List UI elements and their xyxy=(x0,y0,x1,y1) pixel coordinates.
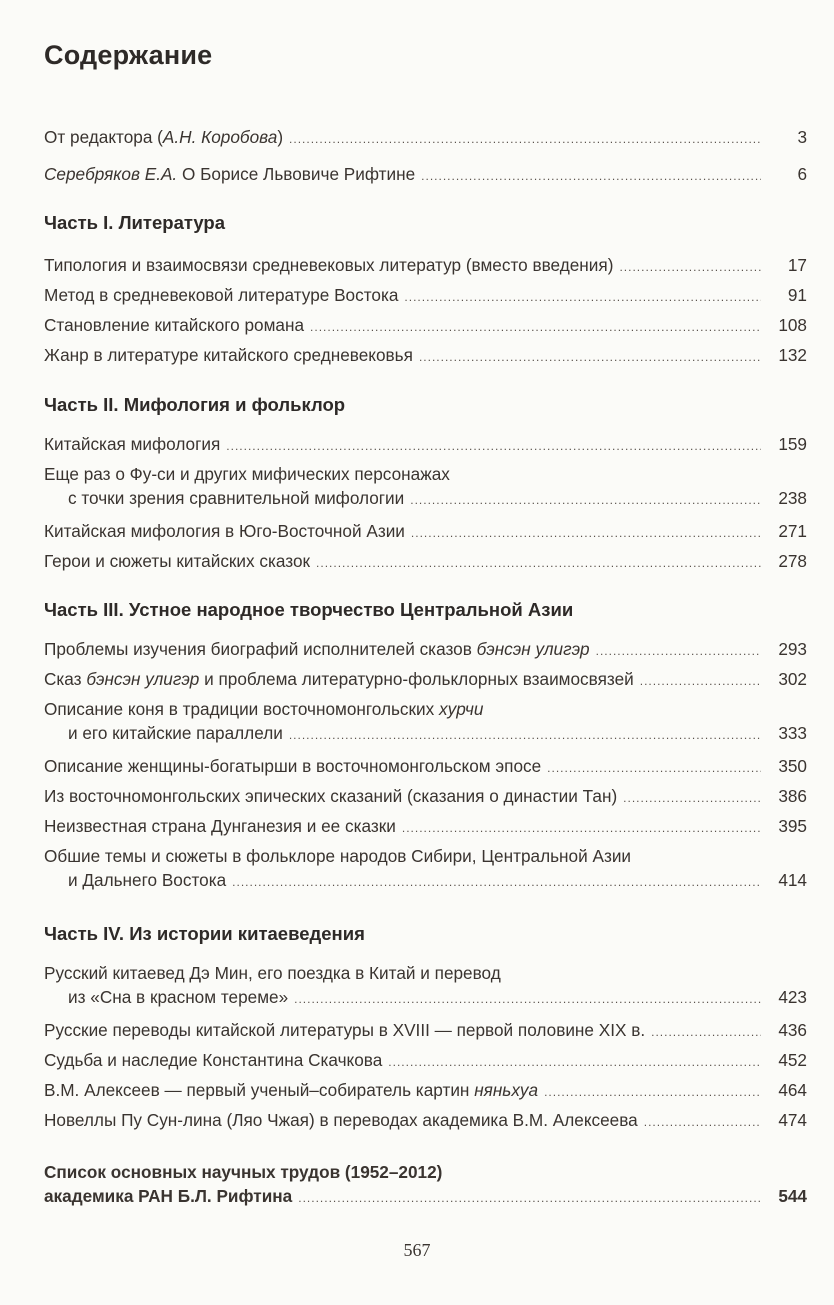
page-ref: 91 xyxy=(787,285,807,305)
toc-entry[interactable] xyxy=(44,162,807,188)
entry-title-line1: Обшие темы и сюжеты в фольклоре народов Сибири, Центральной Азии xyxy=(44,846,632,866)
toc-entry[interactable] xyxy=(44,549,807,575)
page-ref: 414 xyxy=(778,870,807,890)
leader-dots xyxy=(544,1078,761,1104)
toc-entry[interactable] xyxy=(44,784,807,810)
entry-title: Китайская мифология xyxy=(44,434,221,454)
leader-dots xyxy=(547,754,761,780)
entry-title-line1: Описание коня в традиции восточномонгольских хурчи xyxy=(44,699,484,719)
page-ref: 333 xyxy=(778,723,807,743)
page-ref: 386 xyxy=(778,786,807,806)
leader-dots xyxy=(651,1018,761,1044)
leader-dots xyxy=(619,253,761,279)
entry-title: От редактора (А.Н. Коробова) xyxy=(44,127,284,147)
entry-title: Неизвестная страна Дунганезия и ее сказки xyxy=(44,816,396,836)
leader-dots xyxy=(644,1108,761,1134)
toc-entry[interactable] xyxy=(44,1078,807,1104)
entry-title-line1: Список основных научных трудов (1952–2012) xyxy=(44,1162,443,1182)
entry-title: академика РАН Б.Л. Рифтина xyxy=(44,1186,293,1206)
toc-entry[interactable] xyxy=(44,283,807,309)
leader-dots xyxy=(294,985,761,1011)
leader-dots xyxy=(226,432,761,458)
toc-entry[interactable] xyxy=(44,1048,807,1074)
entry-title: В.М. Алексеев — первый ученый–собиратель картин няньхуа xyxy=(44,1080,539,1100)
leader-dots xyxy=(289,125,761,151)
toc-entry[interactable] xyxy=(44,253,807,279)
leader-dots xyxy=(402,814,761,840)
entry-title: Метод в средневековой литературе Востока xyxy=(44,285,399,305)
toc-entry[interactable] xyxy=(44,343,807,369)
page-ref: 423 xyxy=(778,987,807,1007)
entry-title-line1: Еще раз о Фу-си и других мифических персонажах xyxy=(44,464,450,484)
page-ref: 6 xyxy=(797,164,807,184)
toc-entry[interactable] xyxy=(44,1018,807,1044)
entry-title: Герои и сюжеты китайских сказок xyxy=(44,551,311,571)
page-number: 567 xyxy=(403,1240,431,1260)
entry-title: Новеллы Пу Сун-лина (Ляо Чжая) в переводах академика В.М. Алексеева xyxy=(44,1110,638,1130)
entry-title: Русские переводы китайской литературы в XVIII — первой половине XIX в. xyxy=(44,1020,646,1040)
entry-title: Китайская мифология в Юго-Восточной Азии xyxy=(44,521,405,541)
page-ref: 271 xyxy=(778,521,807,541)
page-ref: 474 xyxy=(778,1110,807,1130)
page-ref: 159 xyxy=(778,434,807,454)
section-heading: Часть IV. Из истории китаеведения xyxy=(44,923,365,944)
entry-title: Серебряков Е.А. О Борисе Львовиче Рифтине xyxy=(44,164,416,184)
page-ref: 132 xyxy=(778,345,807,365)
page-ref: 350 xyxy=(778,756,807,776)
page-title: Содержание xyxy=(44,40,213,70)
section-heading: Часть III. Устное народное творчество Центральной Азии xyxy=(44,599,574,620)
page-ref: 544 xyxy=(778,1186,807,1206)
leader-dots xyxy=(316,549,761,575)
entry-title-line1: Русский китаевед Дэ Мин, его поездка в Китай и перевод xyxy=(44,963,501,983)
page-ref: 293 xyxy=(778,639,807,659)
toc-entry[interactable] xyxy=(44,1108,807,1134)
toc-entry[interactable] xyxy=(44,697,807,747)
leader-dots xyxy=(596,637,761,663)
page-ref: 436 xyxy=(778,1020,807,1040)
toc-entry[interactable] xyxy=(44,754,807,780)
toc-entry-bibliography[interactable] xyxy=(44,1160,807,1210)
leader-dots xyxy=(410,486,761,512)
entry-title: Типология и взаимосвязи средневековых литератур (вместо введения) xyxy=(44,255,614,275)
entry-title: Проблемы изучения биографий исполнителей сказов бэнсэн улигэр xyxy=(44,639,590,659)
leader-dots xyxy=(388,1048,761,1074)
section-heading: Часть II. Мифология и фольклор xyxy=(44,394,346,415)
entry-title: Описание женщины-богатырши в восточномонгольском эпосе xyxy=(44,756,542,776)
leader-dots xyxy=(310,313,761,339)
toc-entry[interactable] xyxy=(44,961,807,1011)
toc-entry[interactable] xyxy=(44,637,807,663)
page-ref: 278 xyxy=(778,551,807,571)
page-ref: 464 xyxy=(778,1080,807,1100)
entry-title: и его китайские параллели xyxy=(68,723,283,743)
entry-title: и Дальнего Востока xyxy=(68,870,227,890)
page-ref: 238 xyxy=(778,488,807,508)
entry-title: Сказ бэнсэн улигэр и проблема литературно-фольклорных взаимосвязей xyxy=(44,669,634,689)
leader-dots xyxy=(421,162,761,188)
leader-dots xyxy=(640,667,761,693)
toc-entry[interactable] xyxy=(44,125,807,151)
page-ref: 108 xyxy=(778,315,807,335)
section-heading: Часть I. Литература xyxy=(44,212,226,233)
toc-entry[interactable] xyxy=(44,814,807,840)
page-ref: 3 xyxy=(797,127,807,147)
page-ref: 452 xyxy=(778,1050,807,1070)
toc-entry[interactable] xyxy=(44,667,807,693)
leader-dots xyxy=(411,519,761,545)
entry-title: с точки зрения сравнительной мифологии xyxy=(68,488,405,508)
toc-entry[interactable] xyxy=(44,313,807,339)
leader-dots xyxy=(232,868,761,894)
toc-entry[interactable] xyxy=(44,432,807,458)
leader-dots xyxy=(623,784,761,810)
entry-title: Становление китайского романа xyxy=(44,315,305,335)
leader-dots xyxy=(298,1184,761,1210)
toc-entry[interactable] xyxy=(44,462,807,512)
leader-dots xyxy=(289,721,761,747)
leader-dots xyxy=(404,283,761,309)
page-ref: 302 xyxy=(778,669,807,689)
page-ref: 395 xyxy=(778,816,807,836)
toc-entry[interactable] xyxy=(44,519,807,545)
leader-dots xyxy=(419,343,761,369)
page-ref: 17 xyxy=(787,255,807,275)
entry-title: Жанр в литературе китайского средневековья xyxy=(44,345,413,365)
entry-title: Судьба и наследие Константина Скачкова xyxy=(44,1050,383,1070)
entry-title: Из восточномонгольских эпических сказаний (сказания о династии Тан) xyxy=(44,786,618,806)
toc-entry[interactable] xyxy=(44,844,807,894)
entry-title: из «Сна в красном тереме» xyxy=(68,987,289,1007)
